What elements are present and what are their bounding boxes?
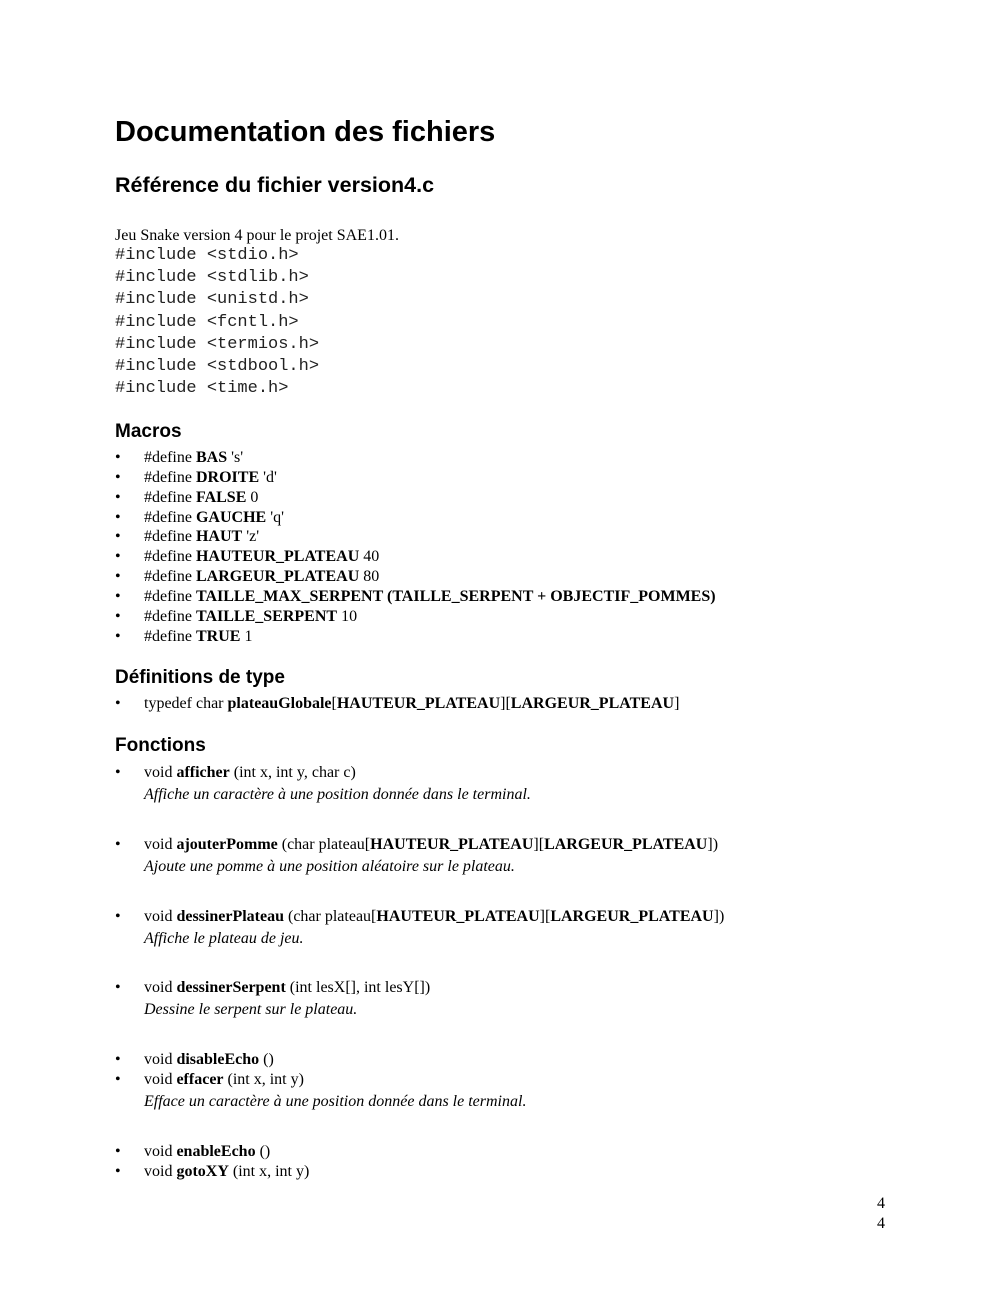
function-signature: • void gotoXY (int x, int y) (144, 1162, 309, 1182)
function-name[interactable]: ajouterPomme (176, 836, 278, 853)
function-signature: • void enableEcho () (144, 1142, 270, 1162)
macro-item: • #define TRUE 1 (115, 627, 716, 647)
macro-item: • #define FALSE 0 (115, 488, 716, 508)
macro-name[interactable]: GAUCHE (195, 508, 267, 526)
macro-name[interactable]: LARGEUR_PLATEAU (195, 568, 360, 586)
include-line: #include <stdlib.h> (115, 268, 309, 288)
function-name[interactable]: gotoXY (176, 1163, 229, 1180)
macro-item: • #define TAILLE_MAX_SERPENT (TAILLE_SERPENT + OBJECTIF_POMMES) (115, 587, 716, 607)
include-line: #include <unistd.h> (115, 290, 309, 310)
function-entry (115, 1162, 309, 1182)
function-description: Affiche un caractère à une position donnée dans le terminal. (144, 786, 531, 803)
macro-ref[interactable]: TAILLE_SERPENT (392, 587, 534, 605)
macro-item: • #define BAS 's' (115, 448, 716, 468)
function-description: Dessine le serpent sur le plateau. (144, 1001, 358, 1018)
include-line: #include <fcntl.h> (115, 312, 299, 332)
page-number (877, 1194, 885, 1234)
include-line: #include <stdbool.h> (115, 356, 320, 376)
macro-ref[interactable]: LARGEUR_PLATEAU (544, 836, 708, 853)
macro-item: • #define GAUCHE 'q' (115, 508, 716, 528)
macros-heading: Macros (115, 421, 182, 442)
function-entry (115, 763, 531, 806)
macro-item: • #define HAUT 'z' (115, 527, 716, 547)
macro-name[interactable]: HAUTEUR_PLATEAU (195, 548, 360, 566)
macro-name[interactable]: TRUE (195, 627, 241, 645)
macro-ref[interactable]: OBJECTIF_POMMES (550, 587, 711, 605)
macro-name[interactable]: DROITE (195, 468, 260, 486)
page-title: Documentation des fichiers (115, 116, 496, 148)
include-line: #include <termios.h> (115, 334, 320, 354)
include-line: #include <stdio.h> (115, 246, 299, 265)
file-intro: Jeu Snake version 4 pour le projet SAE1.01. (115, 227, 399, 244)
macro-name[interactable]: TAILLE_SERPENT (195, 607, 338, 625)
typedef-name[interactable]: plateauGlobale (227, 695, 332, 712)
function-signature: • void dessinerPlateau (char plateau[HAUTEUR_PLATEAU][LARGEUR_PLATEAU]) (144, 907, 724, 927)
macro-item: • #define DROITE 'd' (115, 468, 716, 488)
types-heading: Définitions de type (115, 667, 285, 688)
function-name[interactable]: dessinerPlateau (176, 908, 284, 925)
macro-name[interactable]: BAS (195, 449, 228, 466)
function-name[interactable]: disableEcho (176, 1051, 260, 1068)
function-entry (115, 1142, 270, 1162)
typedef-item: • typedef char plateauGlobale[HAUTEUR_PLATEAU][LARGEUR_PLATEAU] (115, 694, 679, 714)
file-heading: Référence du fichier version4.c (115, 173, 435, 197)
function-description: Ajoute une pomme à une position aléatoire sur le plateau. (144, 858, 515, 875)
page-number-line: 4 (877, 1215, 885, 1232)
function-entry (115, 978, 430, 1021)
function-signature: • void ajouterPomme (char plateau[HAUTEUR_PLATEAU][LARGEUR_PLATEAU]) (144, 835, 718, 855)
macro-item: • #define TAILLE_SERPENT 10 (115, 607, 716, 627)
function-name[interactable]: enableEcho (176, 1143, 256, 1160)
function-description: Efface un caractère à une position donnée dans le terminal. (144, 1093, 527, 1110)
macro-ref[interactable]: HAUTEUR_PLATEAU (336, 695, 501, 712)
macro-name[interactable]: FALSE (195, 488, 247, 506)
macro-item: • #define LARGEUR_PLATEAU 80 (115, 567, 716, 587)
include-list (115, 245, 319, 400)
function-description: Affiche le plateau de jeu. (144, 930, 304, 947)
include-line: #include <time.h> (115, 379, 289, 399)
macro-ref[interactable]: LARGEUR_PLATEAU (510, 695, 675, 712)
function-signature: • void afficher (int x, int y, char c) (144, 763, 531, 783)
macro-name[interactable]: TAILLE_MAX_SERPENT (195, 587, 383, 605)
typedef-list (115, 694, 679, 714)
macro-item: • #define HAUTEUR_PLATEAU 40 (115, 547, 716, 567)
functions-heading: Fonctions (115, 735, 206, 756)
macro-name[interactable]: HAUT (195, 528, 243, 546)
macro-ref[interactable]: LARGEUR_PLATEAU (550, 908, 714, 925)
function-entry (115, 835, 718, 878)
macro-list (115, 448, 716, 646)
function-name[interactable]: effacer (176, 1071, 224, 1088)
function-entry (115, 907, 724, 950)
function-signature: • void dessinerSerpent (int lesX[], int lesY[]) (144, 978, 430, 998)
page-number-line: 4 (877, 1195, 885, 1212)
function-signature: • void disableEcho () (144, 1050, 274, 1070)
macro-ref[interactable]: HAUTEUR_PLATEAU (370, 836, 534, 853)
function-entry (115, 1050, 274, 1070)
function-name[interactable]: afficher (176, 764, 230, 781)
function-entry (115, 1070, 526, 1113)
function-name[interactable]: dessinerSerpent (176, 979, 286, 996)
macro-ref[interactable]: HAUTEUR_PLATEAU (376, 908, 540, 925)
function-signature: • void effacer (int x, int y) (144, 1070, 526, 1090)
